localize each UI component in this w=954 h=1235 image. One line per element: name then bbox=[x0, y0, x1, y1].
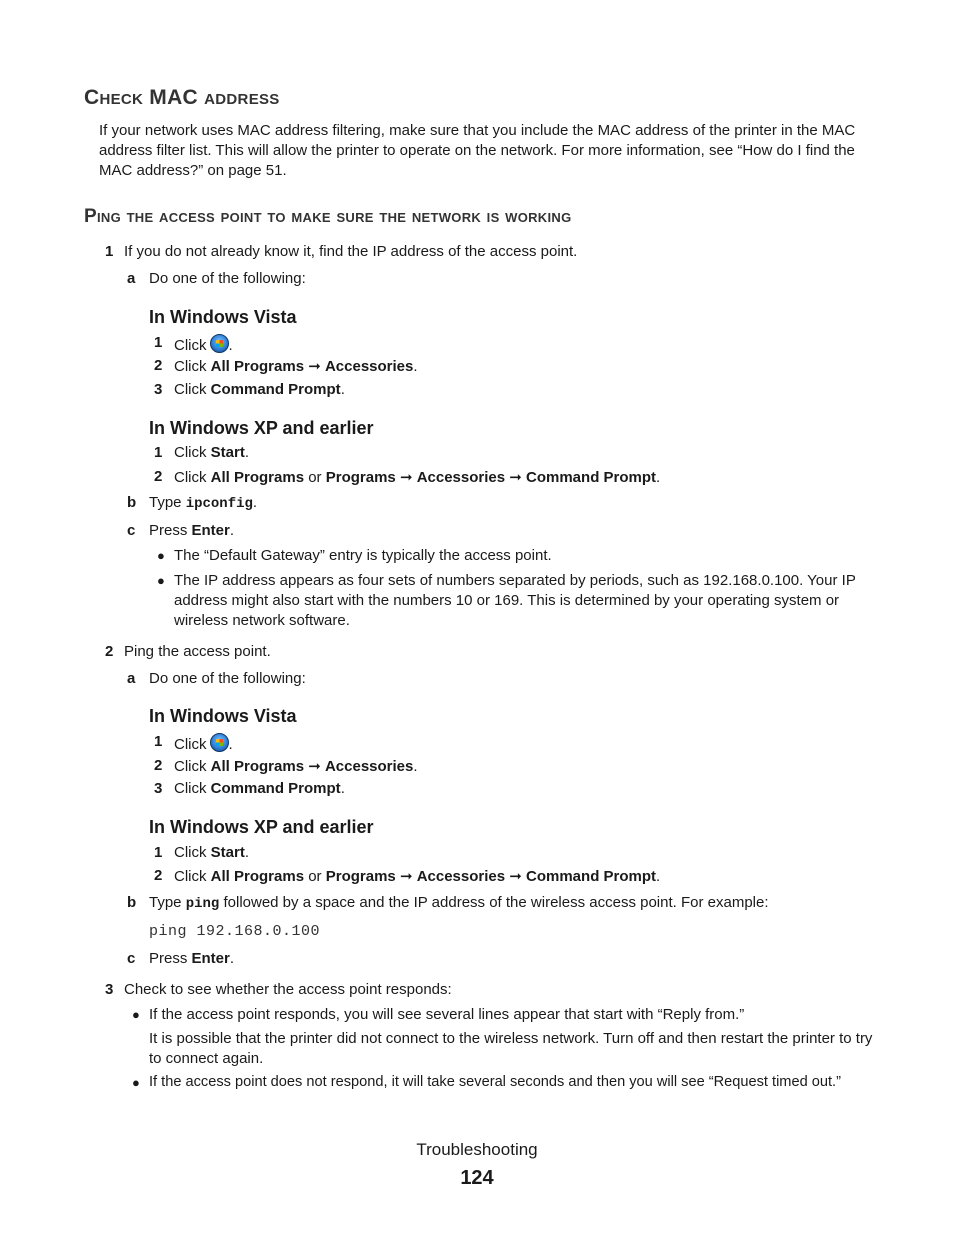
arrow-icon: ➞ bbox=[509, 469, 522, 486]
xp-heading-2: In Windows XP and earlier bbox=[149, 817, 374, 837]
vista2-step-1-text: Click . bbox=[174, 733, 233, 753]
step-3-text: Check to see whether the access point responds: bbox=[124, 981, 452, 998]
step-1c-text: Press Enter. bbox=[149, 522, 235, 539]
step-3-bullet-2: If the access point does not respond, it will take several seconds and then you will see “Request timed out.” bbox=[149, 1074, 841, 1090]
vista2-step-2-text: Click All Programs ➞ Accessories. bbox=[174, 758, 418, 775]
arrow-icon: ➞ bbox=[308, 358, 321, 375]
arrow-icon: ➞ bbox=[308, 758, 321, 775]
arrow-icon: ➞ bbox=[509, 868, 522, 885]
step-3-bullet-1: If the access point responds, you will see several lines appear that start with “Reply from.” bbox=[149, 1006, 745, 1023]
xp2-step-1-number: 1 bbox=[154, 844, 163, 861]
vista2-step-1-number: 1 bbox=[154, 733, 163, 750]
xp-heading-1: In Windows XP and earlier bbox=[149, 418, 374, 438]
check-mac-paragraph: If your network uses MAC address filtering, make sure that you include the MAC address of the printer in the MAC address filter list. This will allow the printer to operate on the network. For more information, see “How do I find the MAC address?” on page 51. bbox=[99, 122, 856, 179]
xp2-step-2-text: Click All Programs or Programs ➞ Accessories ➞ Command Prompt. bbox=[174, 868, 661, 885]
step-2-number: 2 bbox=[105, 643, 114, 660]
step-2-text: Ping the access point. bbox=[124, 643, 271, 660]
bullet-icon: ● bbox=[157, 573, 165, 588]
step-2a-text: Do one of the following: bbox=[149, 670, 306, 687]
vista1-step-2-number: 2 bbox=[154, 357, 163, 374]
step-2a-letter: a bbox=[127, 670, 136, 687]
step-1-text: If you do not already know it, find the IP address of the access point. bbox=[124, 243, 578, 260]
footer-page-number: 124 bbox=[460, 1167, 494, 1189]
vista1-step-1-text: Click . bbox=[174, 334, 233, 354]
vista2-step-2-number: 2 bbox=[154, 757, 163, 774]
step-1c-letter: c bbox=[127, 522, 136, 539]
bullet-icon: ● bbox=[132, 1007, 140, 1022]
step-3-number: 3 bbox=[105, 981, 114, 998]
windows-start-orb-icon bbox=[210, 334, 229, 353]
step-1a-letter: a bbox=[127, 270, 136, 287]
vista2-step-3-number: 3 bbox=[154, 780, 163, 797]
vista1-step-2-text: Click All Programs ➞ Accessories. bbox=[174, 358, 418, 375]
arrow-icon: ➞ bbox=[399, 868, 413, 885]
step-2c-text: Press Enter. bbox=[149, 950, 235, 967]
heading-check-mac-address: Check MAC address bbox=[84, 86, 280, 109]
step-1-bullet-1: The “Default Gateway” entry is typically the access point. bbox=[174, 547, 552, 564]
footer-section-name: Troubleshooting bbox=[416, 1140, 538, 1159]
step-2b-text: Type ping followed by a space and the IP address of the wireless access point. For example: bbox=[149, 894, 769, 912]
step-2b-letter: b bbox=[127, 894, 137, 911]
windows-start-orb-icon bbox=[210, 733, 229, 752]
vista-heading-2: In Windows Vista bbox=[149, 706, 297, 726]
xp1-step-1-text: Click Start. bbox=[174, 444, 250, 461]
vista1-step-1-number: 1 bbox=[154, 334, 163, 351]
heading-ping-access-point: Ping the access point to make sure the network is working bbox=[84, 206, 572, 227]
bullet-icon: ● bbox=[132, 1075, 140, 1090]
vista1-step-3-text: Click Command Prompt. bbox=[174, 381, 345, 398]
xp1-step-2-text: Click All Programs or Programs ➞ Accessories ➞ Command Prompt. bbox=[174, 469, 661, 486]
bullet-icon: ● bbox=[157, 548, 165, 563]
step-1b-letter: b bbox=[127, 494, 137, 511]
xp2-step-2-number: 2 bbox=[154, 867, 163, 884]
step-3-bullet-1-detail: It is possible that the printer did not connect to the wireless network. Turn off and then restart the printer to try to connect again. bbox=[149, 1030, 873, 1067]
ping-example-code: ping 192.168.0.100 bbox=[149, 923, 321, 940]
xp2-step-1-text: Click Start. bbox=[174, 844, 250, 861]
step-1a-text: Do one of the following: bbox=[149, 270, 306, 287]
step-1b-text: Type ipconfig. bbox=[149, 494, 258, 512]
xp1-step-2-number: 2 bbox=[154, 468, 163, 485]
arrow-icon: ➞ bbox=[399, 469, 413, 486]
xp1-step-1-number: 1 bbox=[154, 444, 163, 461]
vista2-step-3-text: Click Command Prompt. bbox=[174, 780, 345, 797]
step-2c-letter: c bbox=[127, 950, 136, 967]
step-1-bullet-2: The IP address appears as four sets of numbers separated by periods, such as 192.168.0.100. Your IP address might also start with the numbers 10 or 169. This is determined by your operating system or wireless network software. bbox=[174, 572, 856, 629]
vista-heading-1: In Windows Vista bbox=[149, 307, 297, 327]
vista1-step-3-number: 3 bbox=[154, 381, 163, 398]
step-1-number: 1 bbox=[105, 243, 114, 260]
